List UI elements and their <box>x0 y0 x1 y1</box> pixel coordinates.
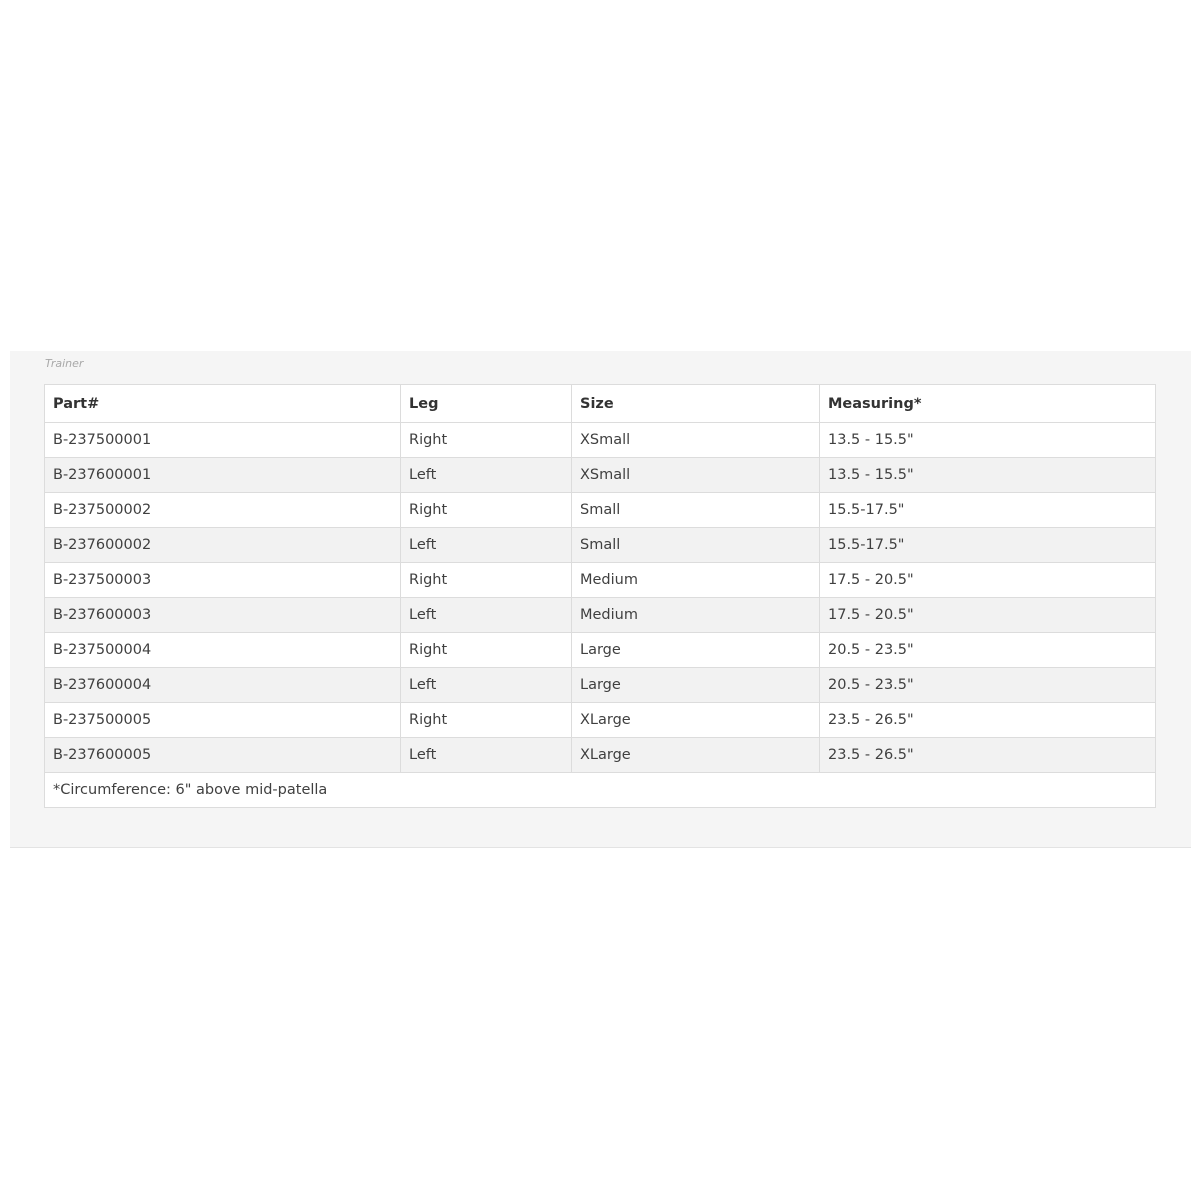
leg-cell: Right <box>401 493 572 528</box>
leg-cell: Right <box>401 563 572 598</box>
part-number-cell: B-237500004 <box>45 633 401 668</box>
leg-cell: Right <box>401 703 572 738</box>
size-cell: Large <box>572 668 820 703</box>
table-caption: Trainer <box>45 357 84 370</box>
table-row <box>45 738 1156 773</box>
table-row <box>45 423 1156 458</box>
measuring-cell: 17.5 - 20.5" <box>820 563 1156 598</box>
measuring-cell: 13.5 - 15.5" <box>820 458 1156 493</box>
table-row <box>45 563 1156 598</box>
column-header-part: Part# <box>45 385 401 423</box>
leg-cell: Left <box>401 458 572 493</box>
table-row <box>45 493 1156 528</box>
measuring-cell: 23.5 - 26.5" <box>820 703 1156 738</box>
size-cell: Small <box>572 528 820 563</box>
column-header-leg: Leg <box>401 385 572 423</box>
leg-cell: Left <box>401 528 572 563</box>
size-cell: XLarge <box>572 703 820 738</box>
table-row <box>45 458 1156 493</box>
leg-cell: Right <box>401 423 572 458</box>
size-cell: XSmall <box>572 458 820 493</box>
part-number-cell: B-237600003 <box>45 598 401 633</box>
part-number-cell: B-237600002 <box>45 528 401 563</box>
table-row <box>45 703 1156 738</box>
measuring-cell: 23.5 - 26.5" <box>820 738 1156 773</box>
part-number-cell: B-237500001 <box>45 423 401 458</box>
table-footer-row <box>45 773 1156 808</box>
part-number-cell: B-237500005 <box>45 703 401 738</box>
part-number-cell: B-237500003 <box>45 563 401 598</box>
size-chart-panel <box>10 351 1191 848</box>
size-cell: XLarge <box>572 738 820 773</box>
table-row <box>45 668 1156 703</box>
size-cell: Small <box>572 493 820 528</box>
measuring-cell: 17.5 - 20.5" <box>820 598 1156 633</box>
size-cell: XSmall <box>572 423 820 458</box>
part-number-cell: B-237600001 <box>45 458 401 493</box>
leg-cell: Left <box>401 668 572 703</box>
measuring-cell: 15.5-17.5" <box>820 528 1156 563</box>
column-header-measuring: Measuring* <box>820 385 1156 423</box>
size-cell: Large <box>572 633 820 668</box>
table-row <box>45 598 1156 633</box>
measuring-cell: 13.5 - 15.5" <box>820 423 1156 458</box>
table-row <box>45 633 1156 668</box>
measuring-cell: 15.5-17.5" <box>820 493 1156 528</box>
part-number-cell: B-237600005 <box>45 738 401 773</box>
size-cell: Medium <box>572 598 820 633</box>
leg-cell: Right <box>401 633 572 668</box>
leg-cell: Left <box>401 598 572 633</box>
size-cell: Medium <box>572 563 820 598</box>
leg-cell: Left <box>401 738 572 773</box>
measuring-cell: 20.5 - 23.5" <box>820 633 1156 668</box>
footnote: *Circumference: 6" above mid-patella <box>45 773 1156 808</box>
column-header-size: Size <box>572 385 820 423</box>
table-row <box>45 528 1156 563</box>
table-header-row <box>45 385 1156 423</box>
part-number-cell: B-237600004 <box>45 668 401 703</box>
part-number-cell: B-237500002 <box>45 493 401 528</box>
size-chart-table <box>44 384 1156 808</box>
measuring-cell: 20.5 - 23.5" <box>820 668 1156 703</box>
